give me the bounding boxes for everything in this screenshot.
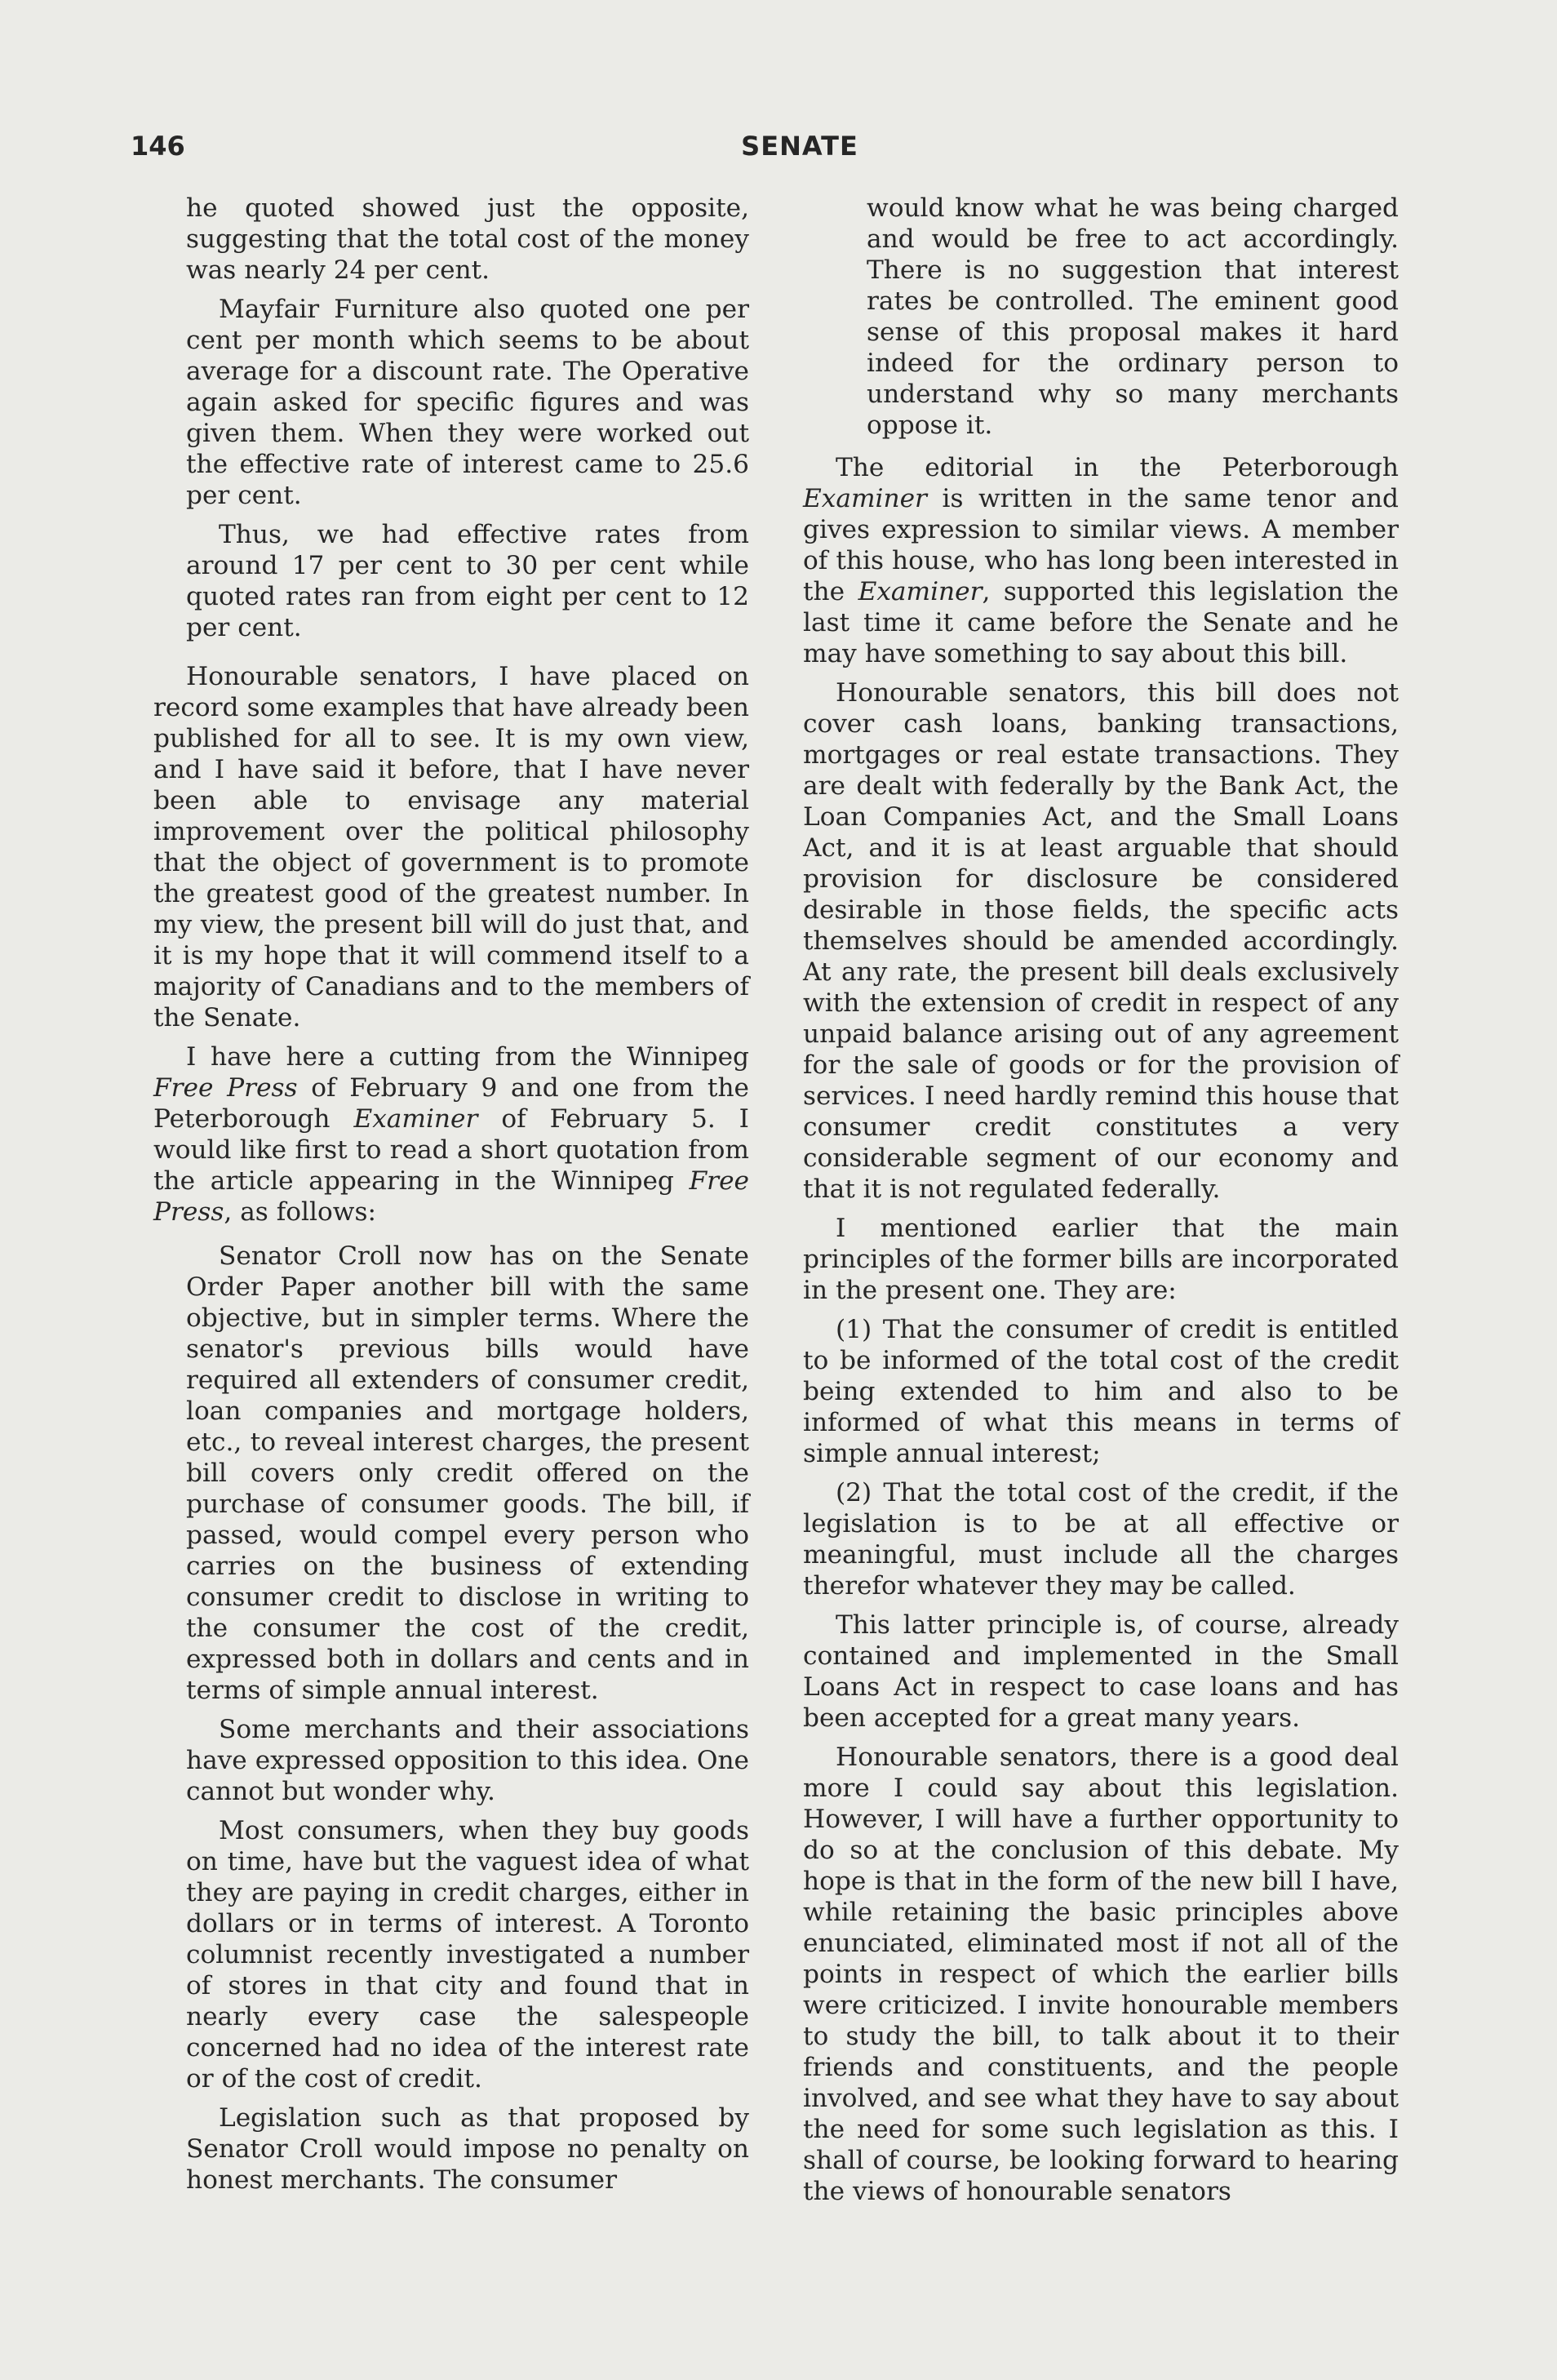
paragraph: would know what he was being charged and would be free to act accordingly. There is no suggestion that interest rates be controlled. The eminent good sense of this proposal makes it hard indeed for the ordinary person to understand why so many merchants oppose it. (867, 193, 1399, 440)
quotation-paragraph: Senator Croll now has on the Senate Order Paper another bill with the same objective, but in simpler terms. Where the senator's previous bills would have required all extenders of consumer credit, loan companies and mortgage holders, etc., to reveal interest charges, the present bill covers only credit offered on the purchase of consumer goods. The bill, if passed, would compel every person who carries on the business of extending consumer credit to disclose in writing to the consumer the cost of the credit, expressed both in dollars and cents and in terms of simple annual interest. (186, 1241, 749, 1705)
paragraph: This latter principle is, of course, already contained and implemented in the Small Loans Act in respect to case loans and has been accepted for a great many years. (803, 1610, 1399, 1733)
paragraph: Honourable senators, this bill does not cover cash loans, banking transactions, mortgages or real estate transactions. They are dealt with federally by the Bank Act, the Loan Companies Act, and the Small Loans Act, and it is at least arguable that should provision for disclosure be considered desirable in those fields, the specific acts themselves should be amended accordingly. At any rate, the present bill deals exclusively with the extension of credit in respect of any unpaid balance arising out of any agreement for the sale of goods or for the provision of services. I need hardly remind this house that consumer credit constitutes a very considerable segment of our economy and that it is not regulated federally. (803, 678, 1399, 1204)
paragraph: I have here a cutting from the Winnipeg Free Press of February 9 and one from the Peterborough Examiner of February 5. I would like first to read a short quotation from the article appearing in the Winnipeg Free Press, as follows: (153, 1042, 750, 1227)
quotation-paragraph: Some merchants and their associations have expressed opposition to this idea. One cannot but wonder why. (186, 1715, 749, 1806)
paragraph: Honourable senators, there is a good deal more I could say about this legislation. However, I will have a further opportunity to do so at the conclusion of this debate. My hope is that in the form of the new bill I have, while retaining the basic principles above enunciated, eliminated most if not all of the points in respect of which the earlier bills were criticized. I invite honourable members to study the bill, to talk about it to their friends and constituents, and the people involved, and see what they have to say about the need for some such legislation as this. I shall of course, be looking forward to hearing the views of honourable senators (803, 1743, 1399, 2206)
list-item: (2) That the total cost of the credit, if the legislation is to be at all effective or meaningful, must include all the charges therefor whatever they may be called. (803, 1478, 1399, 1601)
quotation-paragraph: Most consumers, when they buy goods on time, have but the vaguest idea of what they are paying in credit charges, either in dollars or in terms of interest. A Toronto columnist recently investigated a number of stores in that city and found that in nearly every case the salespeople concerned had no idea of the interest rate or of the cost of credit. (186, 1816, 749, 2094)
page-title: SENATE (741, 131, 858, 162)
page-header (131, 131, 1469, 167)
list-item: (1) That the consumer of credit is entitled to be informed of the total cost of the credit being extended to him and also to be informed of what this means in terms of simple annual interest; (803, 1315, 1399, 1468)
left-column (153, 193, 749, 2196)
paragraph: The editorial in the Peterborough Examiner is written in the same tenor and gives expression to similar views. A member of this house, who has long been interested in the Examiner, supported this legislation the last time it came before the Senate and he may have something to say about this bill. (803, 453, 1399, 668)
quotation-paragraph: Legislation such as that proposed by Senator Croll would impose no penalty on honest merchants. The consumer (186, 2103, 749, 2195)
paragraph: Honourable senators, I have placed on record some examples that have already been published for all to see. It is my own view, and I have said it before, that I have never been able to envisage any material improvement over the political philosophy that the object of government is to promote the greatest good of the greatest number. In my view, the present bill will do just that, and it is my hope that it will commend itself to a majority of Canadians and to the members of the Senate. (153, 662, 749, 1032)
paragraph: I mentioned earlier that the main principles of the former bills are incorporated in the present one. They are: (803, 1214, 1399, 1305)
page-number: 146 (131, 131, 185, 162)
right-column (803, 193, 1399, 2207)
paragraph: Mayfair Furniture also quoted one per cent per month which seems to be about average for a discount rate. The Operative again asked for specific figures and was given them. When they were worked out the effective rate of interest came to 25.6 per cent. (186, 295, 749, 510)
paragraph: he quoted showed just the opposite, suggesting that the total cost of the money was nearly 24 per cent. (186, 193, 749, 285)
paragraph: Thus, we had effective rates from around 17 per cent to 30 per cent while quoted rates ran from eight per cent to 12 per cent. (186, 520, 749, 642)
